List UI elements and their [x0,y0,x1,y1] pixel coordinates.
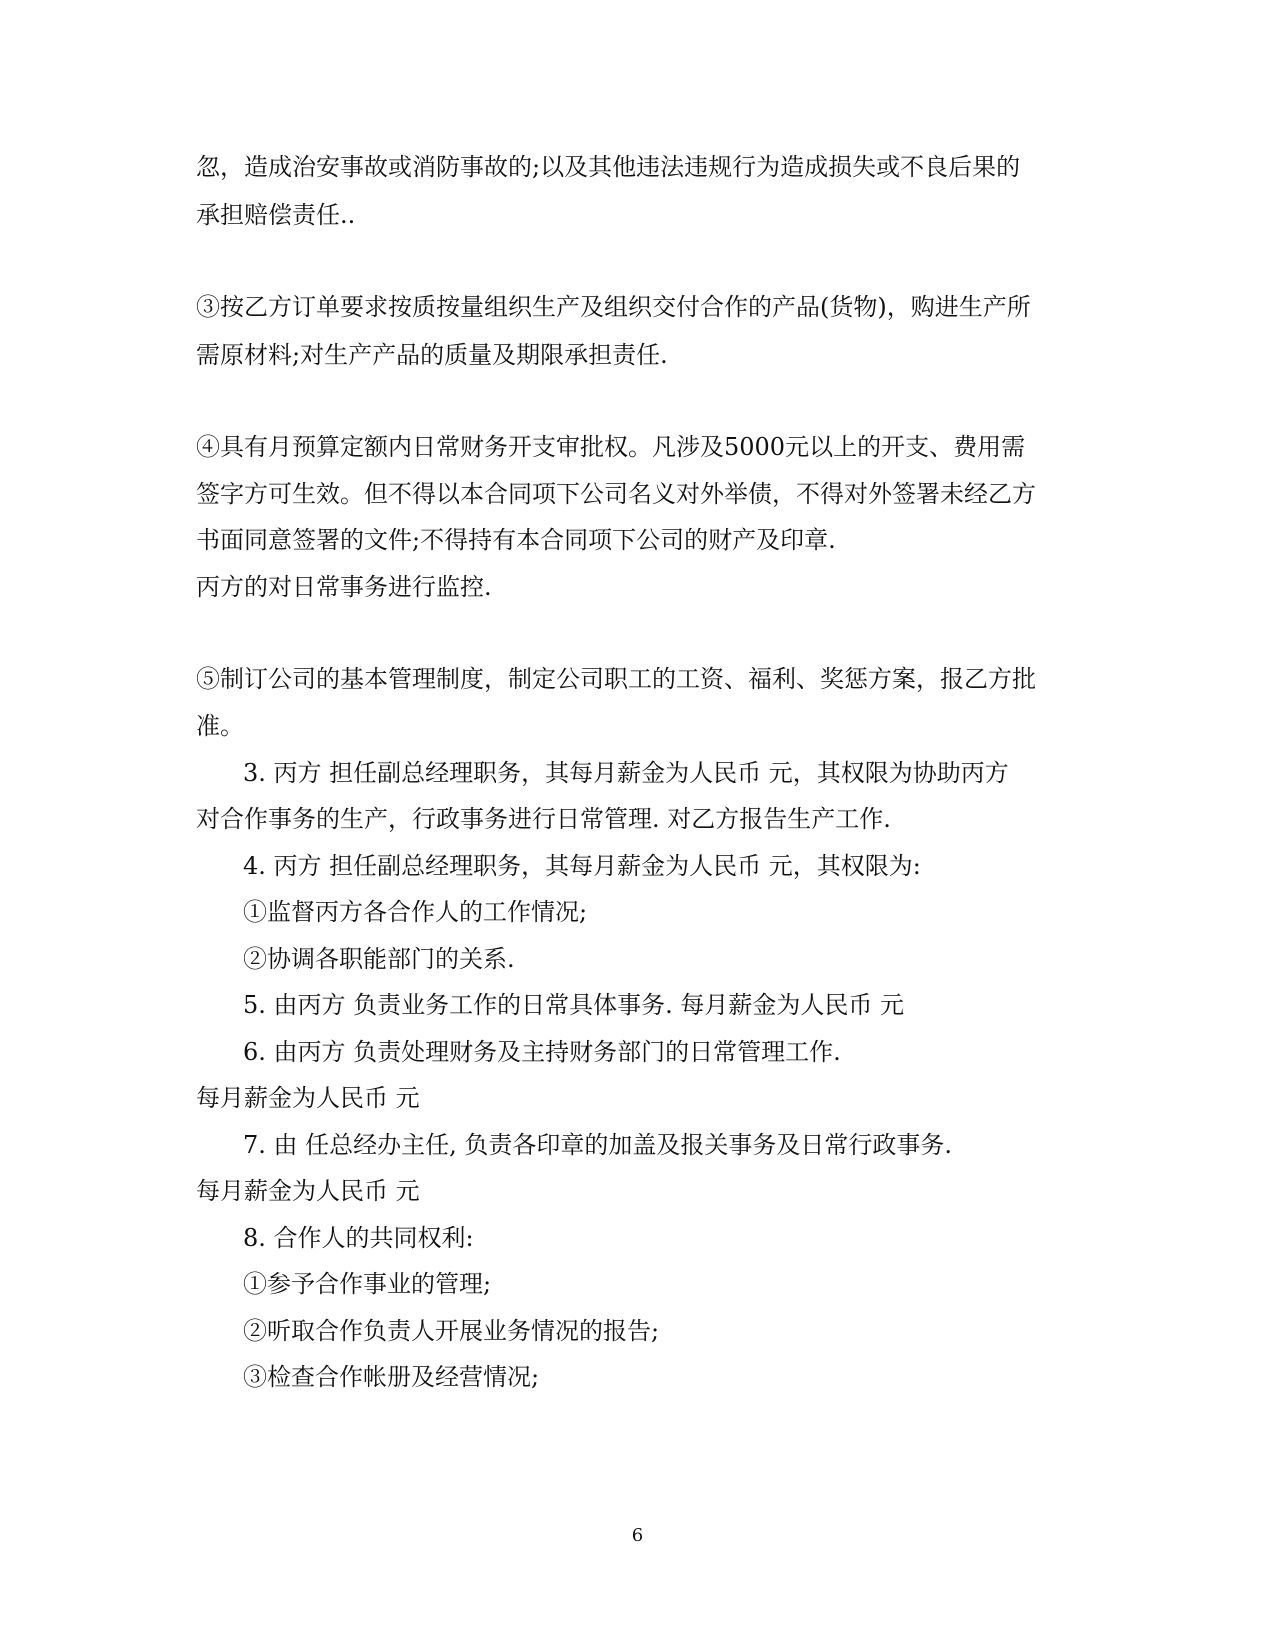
text-line: 书面同意签署的文件;不得持有本合同项下公司的财产及印章. [196,526,836,554]
text-line: 对合作事务的生产，行政事务进行日常管理. 对乙方报告生产工作. [196,805,891,833]
text-line: 签字方可生效。但不得以本合同项下公司名义对外举债，不得对外签署未经乙方 [196,480,1036,508]
text-line: 3. 丙方 担任副总经理职务，其每月薪金为人民币 元，其权限为协助丙方 [243,759,1009,787]
text-line: ④具有月预算定额内日常财务开支审批权。凡涉及5000元以上的开支、费用需 [196,433,1026,461]
text-line: 每月薪金为人民币 元 [196,1084,420,1112]
text-line: 需原材料;对生产产品的质量及期限承担责任. [196,341,668,369]
text-line: ③检查合作帐册及经营情况; [243,1363,540,1391]
text-line: ③按乙方订单要求按质按量组织生产及组织交付合作的产品(货物)，购进生产所 [196,293,1031,321]
text-line: ①监督丙方各合作人的工作情况; [243,898,588,926]
text-line: 7. 由 任总经办主任, 负责各印章的加盖及报关事务及日常行政事务. [243,1131,953,1159]
text-line: 每月薪金为人民币 元 [196,1177,420,1205]
text-line: 5. 由丙方 负责业务工作的日常具体事务. 每月薪金为人民币 元 [243,991,905,1019]
text-line: ⑤制订公司的基本管理制度，制定公司职工的工资、福利、奖惩方案，报乙方批 [196,665,1036,693]
page-number: 6 [631,1525,644,1546]
text-line: 准。 [196,712,244,740]
text-line: 丙方的对日常事务进行监控. [196,573,492,601]
text-line: 忽，造成治安事故或消防事故的;以及其他违法违规行为造成损失或不良后果的 [196,153,1021,181]
text-line: 4. 丙方 担任副总经理职务，其每月薪金为人民币 元，其权限为: [243,852,921,880]
text-line: 8. 合作人的共同权利: [243,1224,474,1252]
text-line: ②听取合作负责人开展业务情况的报告; [243,1317,660,1345]
text-line: 承担赔偿责任.. [196,201,356,229]
text-line: ①参予合作事业的管理; [243,1270,492,1298]
text-line: 6. 由丙方 负责处理财务及主持财务部门的日常管理工作. [243,1038,841,1066]
text-line: ②协调各职能部门的关系. [243,945,515,973]
